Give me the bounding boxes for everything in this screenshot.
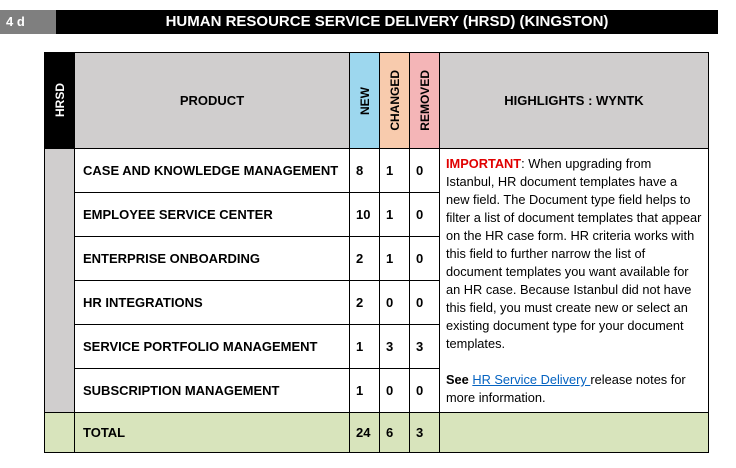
new-count: 8 bbox=[350, 149, 380, 193]
removed-count: 0 bbox=[410, 149, 440, 193]
changed-header-label: CHANGED bbox=[387, 70, 402, 131]
table-row bbox=[45, 149, 709, 193]
new-count: 1 bbox=[350, 325, 380, 369]
removed-column-header bbox=[410, 53, 440, 149]
changed-count: 0 bbox=[380, 369, 410, 413]
product-name: ENTERPRISE ONBOARDING bbox=[75, 237, 350, 281]
new-count: 1 bbox=[350, 369, 380, 413]
highlights-cell bbox=[440, 149, 709, 413]
changed-column-header bbox=[380, 53, 410, 149]
removed-header-label: REMOVED bbox=[417, 70, 432, 131]
changed-count: 1 bbox=[380, 149, 410, 193]
total-side-spacer bbox=[45, 413, 75, 453]
total-new: 24 bbox=[350, 413, 380, 453]
side-header bbox=[45, 53, 75, 149]
see-suffix: release notes for more information. bbox=[446, 372, 686, 405]
total-row bbox=[45, 413, 709, 453]
product-name: SERVICE PORTFOLIO MANAGEMENT bbox=[75, 325, 350, 369]
product-name: EMPLOYEE SERVICE CENTER bbox=[75, 193, 350, 237]
top-bar bbox=[0, 10, 718, 34]
new-count: 10 bbox=[350, 193, 380, 237]
removed-count: 3 bbox=[410, 325, 440, 369]
removed-count: 0 bbox=[410, 281, 440, 325]
product-name: HR INTEGRATIONS bbox=[75, 281, 350, 325]
changed-count: 1 bbox=[380, 193, 410, 237]
highlights-column-header: HIGHLIGHTS : WYNTK bbox=[440, 53, 709, 149]
removed-count: 0 bbox=[410, 237, 440, 281]
product-column-header: PRODUCT bbox=[75, 53, 350, 149]
see-label: See bbox=[446, 372, 473, 387]
section-badge: 4 d bbox=[0, 10, 56, 34]
changed-count: 3 bbox=[380, 325, 410, 369]
important-text: : When upgrading from Istanbul, HR document templates have a new field. The Document type field helps to filter a list of document templates that appear on the HR case form. HR criteria works with this field to further narrow the list of document templates you want available for an HR case. Because Istanbul did not have this field, you must create new or select an existing document type for your document templates. bbox=[446, 156, 702, 351]
changed-count: 0 bbox=[380, 281, 410, 325]
page-title: HUMAN RESOURCE SERVICE DELIVERY (HRSD) (KINGSTON) bbox=[56, 10, 718, 34]
hr-service-delivery-link[interactable]: HR Service Delivery bbox=[472, 372, 591, 387]
side-spacer bbox=[45, 149, 75, 413]
table-header-row bbox=[45, 53, 709, 149]
product-name: CASE AND KNOWLEDGE MANAGEMENT bbox=[75, 149, 350, 193]
removed-count: 0 bbox=[410, 193, 440, 237]
product-name: SUBSCRIPTION MANAGEMENT bbox=[75, 369, 350, 413]
release-table bbox=[44, 52, 709, 453]
total-changed: 6 bbox=[380, 413, 410, 453]
side-label: HRSD bbox=[52, 83, 67, 118]
new-header-label: NEW bbox=[357, 86, 372, 115]
changed-count: 1 bbox=[380, 237, 410, 281]
new-count: 2 bbox=[350, 237, 380, 281]
new-count: 2 bbox=[350, 281, 380, 325]
new-column-header bbox=[350, 53, 380, 149]
total-highlights-empty bbox=[440, 413, 709, 453]
total-label: TOTAL bbox=[75, 413, 350, 453]
see-note bbox=[446, 371, 702, 407]
removed-count: 0 bbox=[410, 369, 440, 413]
important-label: IMPORTANT bbox=[446, 156, 522, 171]
important-note bbox=[446, 155, 702, 353]
total-removed: 3 bbox=[410, 413, 440, 453]
